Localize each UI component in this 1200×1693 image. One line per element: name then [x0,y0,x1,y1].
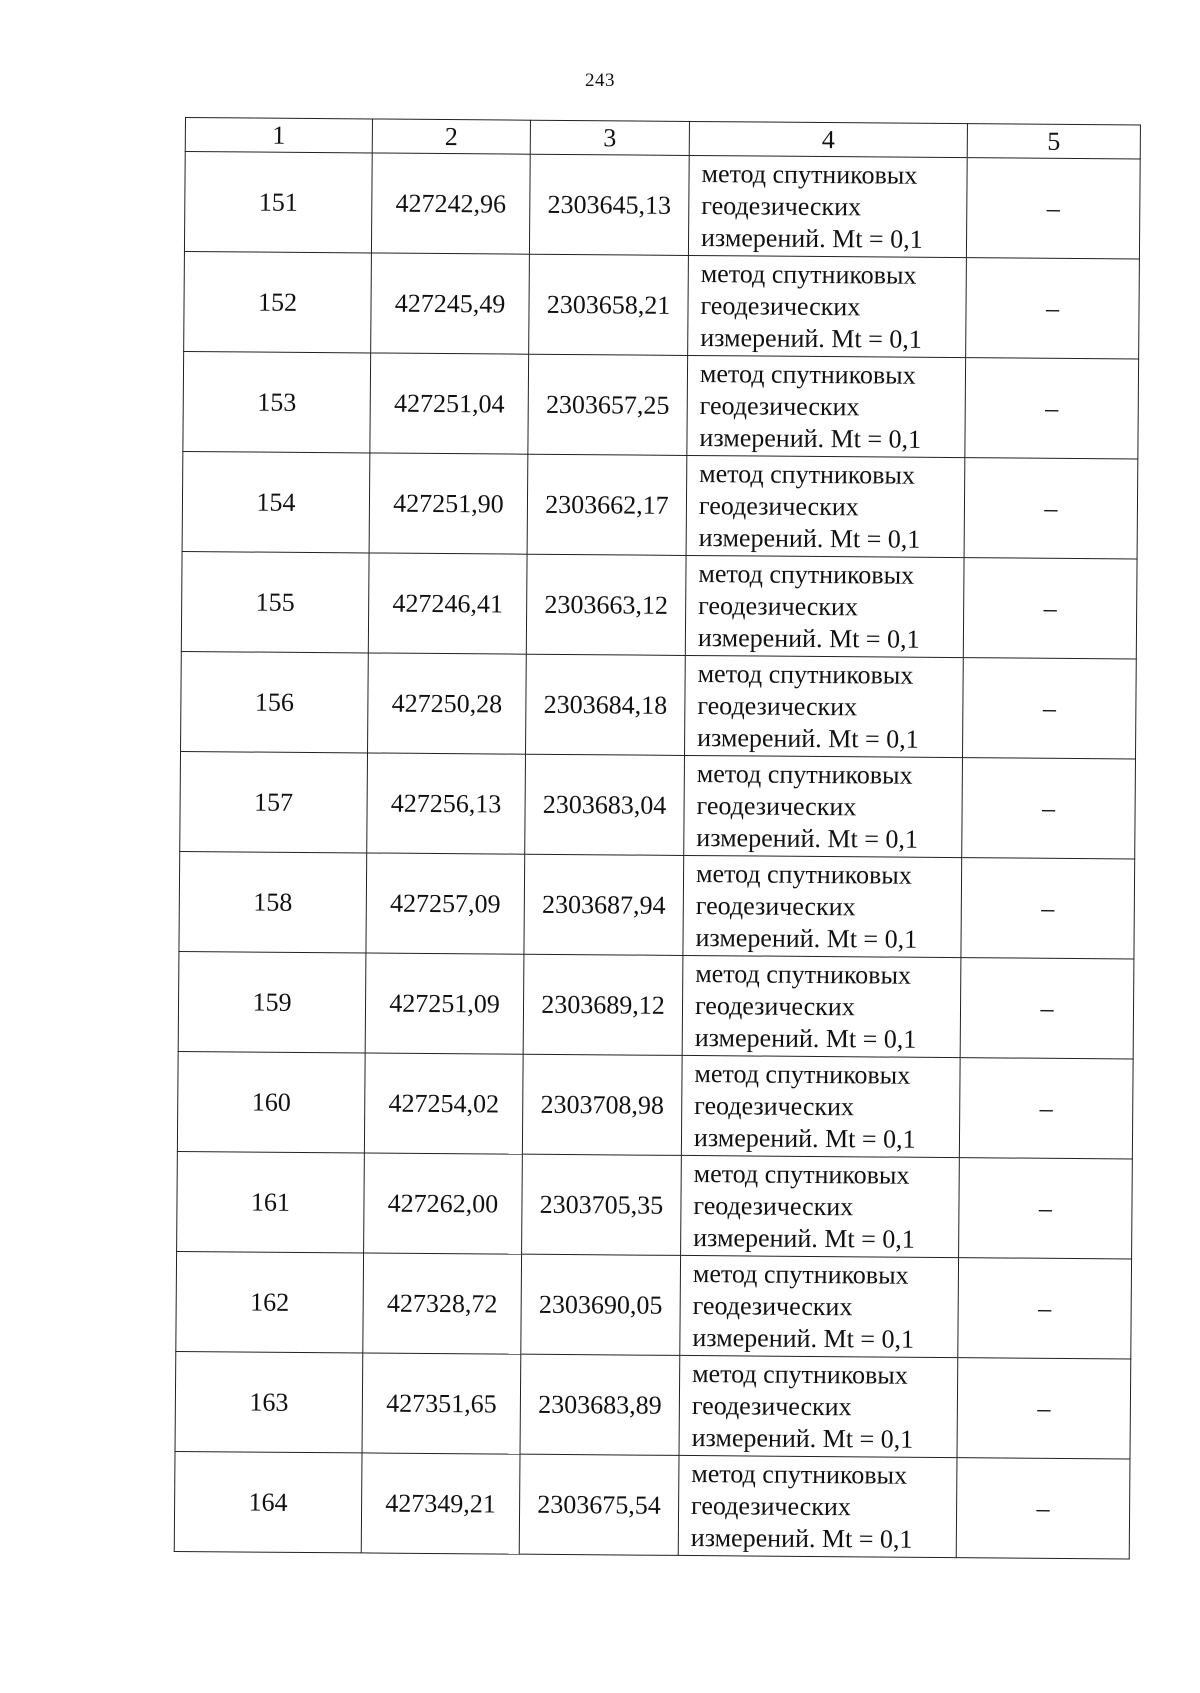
y-coordinate-cell: 2303683,04 [525,754,685,855]
table-body [174,152,1140,1559]
method-line: измерений. Mt = 0,1 [697,622,920,654]
method-line: метод спутниковых [700,258,917,290]
table-row [181,651,1137,758]
note-cell: – [966,258,1140,359]
method-line: геодезических [692,1290,853,1321]
method-line: метод спутниковых [697,658,914,690]
y-coordinate-cell: 2303675,54 [519,1454,679,1555]
method-line: метод спутниковых [695,958,912,990]
method-line: измерений. Mt = 0,1 [700,322,923,354]
method-line: измерений. Mt = 0,1 [694,1022,917,1054]
x-coordinate-cell: 427262,00 [364,1153,523,1254]
method-line: измерений. Mt = 0,1 [698,522,921,554]
note-cell: – [958,1258,1132,1359]
header-cell-1: 1 [185,118,372,153]
method-line: метод спутниковых [698,558,915,590]
table-row [184,152,1140,259]
point-number-cell: 155 [181,551,369,652]
method-line: метод спутниковых [691,1458,908,1490]
method-cell [687,355,966,457]
x-coordinate-cell: 427351,65 [362,1353,521,1454]
header-cell-5: 5 [967,124,1140,159]
x-coordinate-cell: 427250,28 [368,653,527,754]
method-line: геодезических [698,490,859,521]
y-coordinate-cell: 2303657,25 [528,354,688,455]
y-coordinate-cell: 2303708,98 [522,1054,682,1155]
method-line: геодезических [691,1490,851,1521]
table-row [183,351,1139,458]
method-line: измерений. Mt = 0,1 [699,422,922,454]
method-cell [682,955,961,1057]
y-coordinate-cell: 2303690,05 [521,1254,681,1355]
method-line: метод спутниковых [692,1358,908,1390]
table-row [181,551,1137,658]
point-number-cell: 152 [184,251,372,352]
method-line: геодезических [693,1190,854,1221]
header-cell-2: 2 [372,119,530,154]
note-cell: – [960,958,1134,1059]
table-row [175,1351,1131,1458]
table-row [179,851,1135,958]
table-row [184,251,1140,358]
method-cell [688,255,967,357]
x-coordinate-cell: 427349,21 [361,1453,520,1554]
x-coordinate-cell: 427257,09 [366,853,525,954]
method-line: измерений. Mt = 0,1 [700,222,923,254]
table-row [176,1251,1132,1358]
method-cell [681,1155,960,1257]
point-number-cell: 159 [178,951,366,1052]
note-cell: – [962,758,1136,859]
method-cell [685,655,964,757]
method-cell [686,455,965,557]
x-coordinate-cell: 427245,49 [371,253,530,354]
x-coordinate-cell: 427254,02 [364,1053,523,1154]
note-cell: – [966,158,1140,259]
method-line: измерений. Mt = 0,1 [692,1322,915,1354]
note-cell: – [959,1158,1133,1259]
method-line: измерений. Mt = 0,1 [693,1122,916,1154]
x-coordinate-cell: 427251,04 [370,353,529,454]
x-coordinate-cell: 427251,09 [365,953,524,1054]
method-line: метод спутниковых [699,358,916,390]
point-number-cell: 164 [174,1451,362,1552]
method-cell [680,1255,959,1357]
point-number-cell: 161 [177,1151,365,1252]
x-coordinate-cell: 427242,96 [371,153,530,254]
method-cell [679,1355,958,1457]
table-row [178,951,1134,1058]
point-number-cell: 158 [179,851,367,952]
method-line: метод спутниковых [692,1258,909,1290]
point-number-cell: 163 [175,1351,363,1452]
note-cell: – [957,1358,1131,1459]
method-cell [685,555,964,657]
method-line: метод спутниковых [696,758,913,790]
table-row [180,751,1136,858]
x-coordinate-cell: 427256,13 [367,753,526,854]
method-cell [681,1055,960,1157]
method-line: геодезических [696,790,857,821]
coordinates-table [174,117,1141,1559]
table-row [177,1051,1133,1158]
y-coordinate-cell: 2303663,12 [526,554,686,655]
y-coordinate-cell: 2303658,21 [529,254,689,355]
x-coordinate-cell: 427251,90 [369,453,528,554]
table-row [174,1451,1130,1558]
point-number-cell: 162 [176,1251,364,1352]
method-line: метод спутниковых [693,1158,910,1190]
header-cell-3: 3 [530,120,689,155]
method-cell [688,155,967,257]
y-coordinate-cell: 2303684,18 [526,654,686,755]
method-cell [678,1455,957,1557]
y-coordinate-cell: 2303662,17 [527,454,687,555]
table-row [182,451,1138,558]
method-line: геодезических [694,990,855,1021]
table-row [177,1151,1133,1258]
note-cell: – [956,1458,1130,1559]
method-line: метод спутниковых [699,458,916,490]
method-line: измерений. Mt = 0,1 [695,922,918,954]
y-coordinate-cell: 2303687,94 [524,854,684,955]
method-line: геодезических [697,690,858,721]
y-coordinate-cell: 2303683,89 [520,1354,680,1455]
note-cell: – [965,358,1139,459]
note-cell: – [964,458,1138,559]
method-line: геодезических [698,590,859,621]
method-line: метод спутниковых [694,1058,911,1090]
x-coordinate-cell: 427328,72 [363,1253,522,1354]
point-number-cell: 160 [177,1051,365,1152]
method-line: измерений. Mt = 0,1 [690,1522,913,1554]
header-cell-4: 4 [689,121,967,157]
point-number-cell: 156 [181,651,369,752]
method-line: геодезических [695,890,856,921]
point-number-cell: 157 [180,751,368,852]
y-coordinate-cell: 2303645,13 [529,154,689,255]
point-number-cell: 151 [184,152,372,253]
point-number-cell: 153 [183,351,371,452]
method-line: метод спутниковых [701,158,918,190]
y-coordinate-cell: 2303689,12 [523,954,683,1055]
page-number: 243 [585,70,615,91]
method-line: метод спутниковых [695,858,912,890]
method-cell [684,755,963,857]
point-number-cell: 154 [182,451,370,552]
method-line: геодезических [691,1390,852,1421]
method-line: геодезических [700,290,861,321]
note-cell: – [961,858,1135,959]
method-line: измерений. Mt = 0,1 [691,1422,914,1454]
note-cell: – [963,558,1137,659]
x-coordinate-cell: 427246,41 [368,553,527,654]
y-coordinate-cell: 2303705,35 [522,1154,682,1255]
note-cell: – [959,1058,1133,1159]
method-cell [683,855,962,957]
coordinates-table-wrapper [174,117,1140,1559]
note-cell: – [962,658,1136,759]
method-line: измерений. Mt = 0,1 [696,822,919,854]
method-line: геодезических [701,190,862,221]
method-line: измерений. Mt = 0,1 [697,722,919,754]
method-line: измерений. Mt = 0,1 [693,1222,915,1254]
method-line: геодезических [699,390,860,421]
method-line: геодезических [694,1090,855,1121]
